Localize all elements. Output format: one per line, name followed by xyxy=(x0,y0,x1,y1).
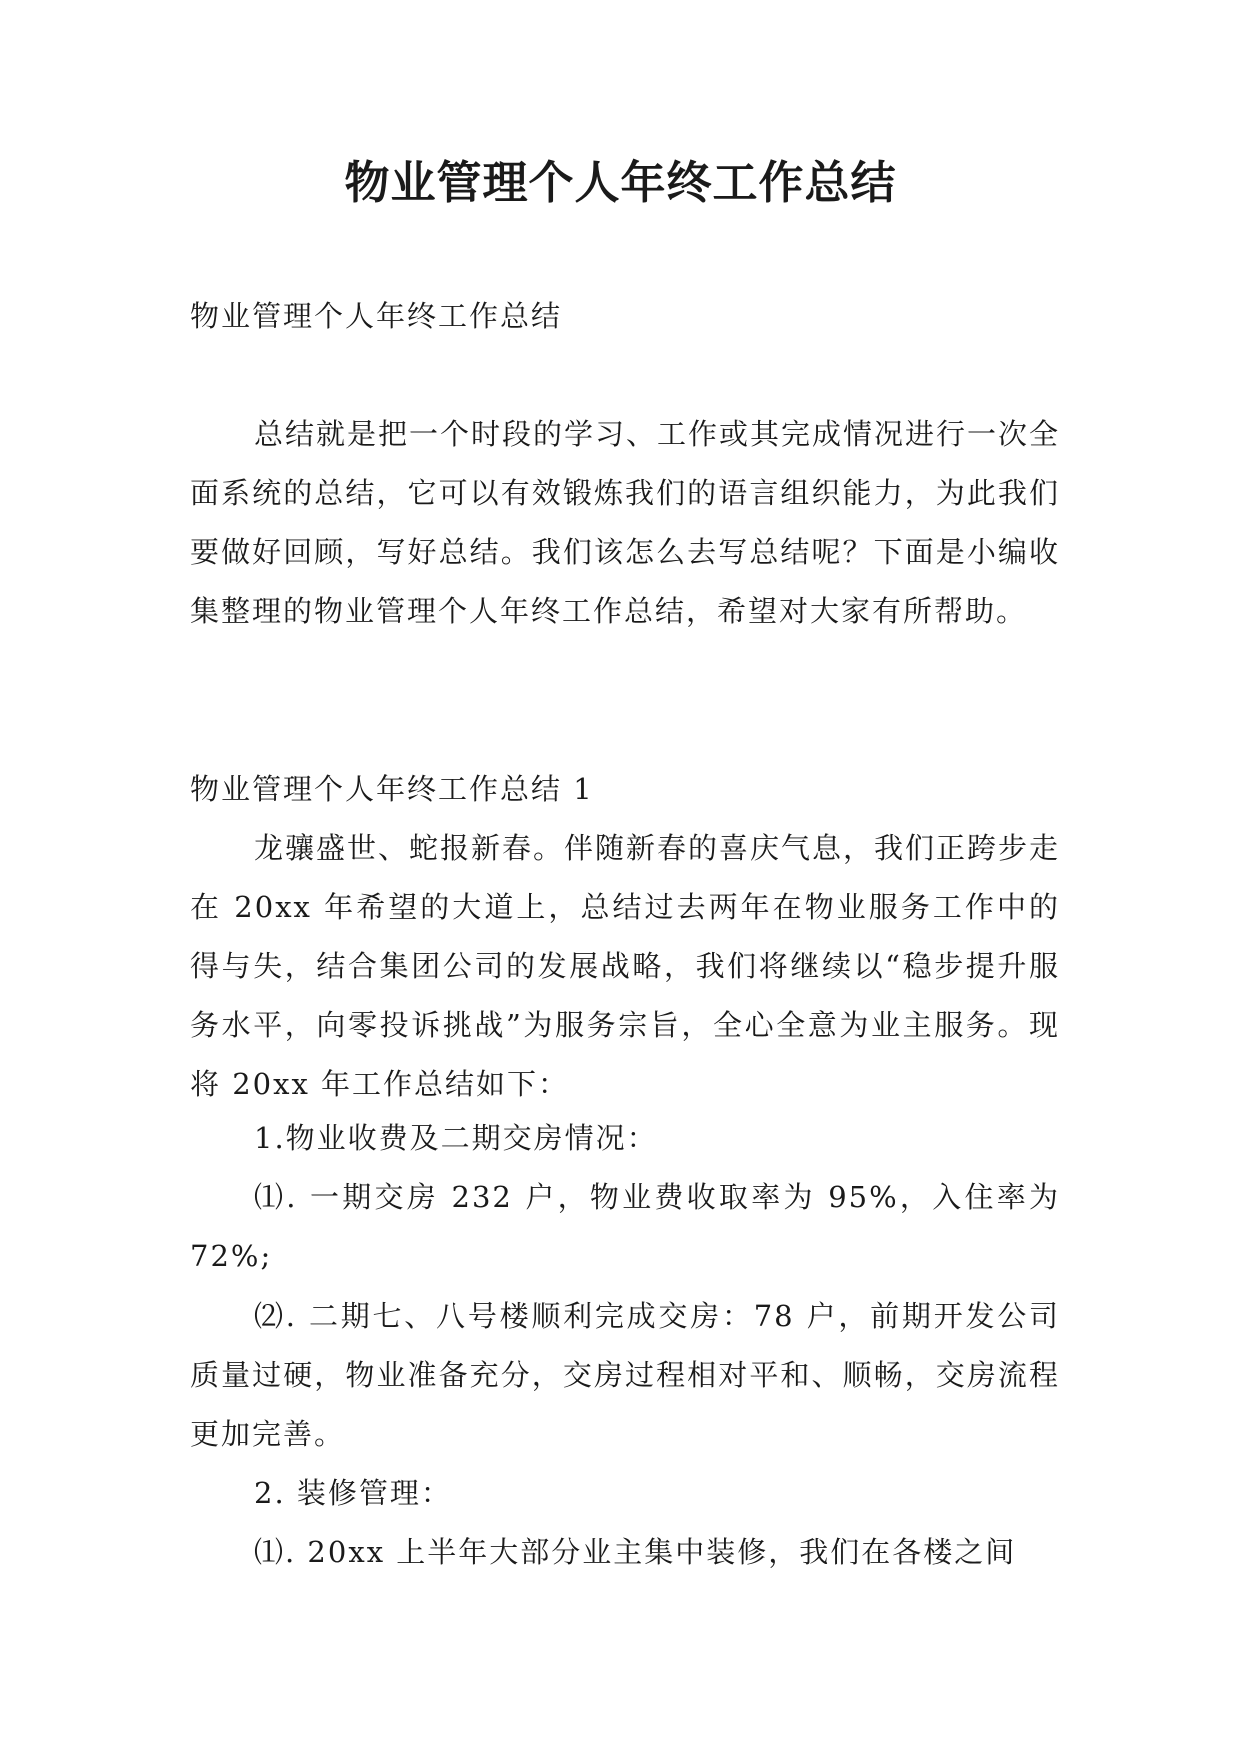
list-item: ⑴. 一期交房 232 户，物业费收取率为 95%，入住率为 72%; xyxy=(190,1180,1060,1273)
intro-paragraph: 总结就是把一个时段的学习、工作或其完成情况进行一次全面系统的总结，它可以有效锻炼我们的语言组织能力，为此我们要做好回顾，写好总结。我们该怎么去写总结呢？下面是小编收集整理的物业管理个人年终工作总结，希望对大家有所帮助。 xyxy=(190,417,1061,628)
section-paragraph: 龙骧盛世、蛇报新春。伴随新春的喜庆气息，我们正跨步走在 20xx 年希望的大道上，总结过去两年在物业服务工作中的得与失，结合集团公司的发展战略，我们将继续以“稳步提升服务水平，向零投诉挑战”为服务宗旨，全心全意为业主服务。现将 20xx 年工作总结如下： xyxy=(190,831,1061,1101)
list-item-heading: 1.物业收费及二期交房情况： xyxy=(254,1121,658,1155)
document-subtitle: 物业管理个人年终工作总结 xyxy=(190,299,563,333)
document-title: 物业管理个人年终工作总结 xyxy=(344,156,897,209)
list-item-heading: 2. 装修管理： xyxy=(254,1476,452,1510)
list-item: ⑵. 二期七、八号楼顺利完成交房：78 户，前期开发公司质量过硬，物业准备充分，交房过程相对平和、顺畅，交房流程更加完善。 xyxy=(190,1299,1060,1451)
list-item: ⑴. 20xx 上半年大部分业主集中装修，我们在各楼之间 xyxy=(254,1535,1017,1569)
section-heading: 物业管理个人年终工作总结 1 xyxy=(190,772,594,806)
